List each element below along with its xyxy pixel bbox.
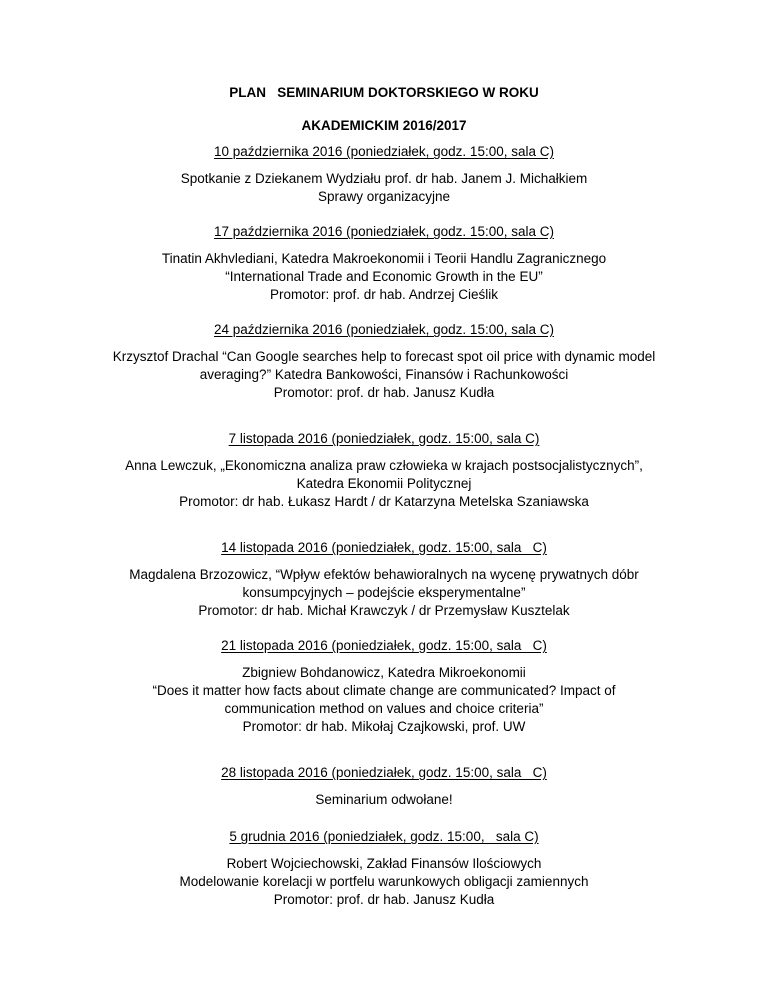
session-line: Promotor: dr hab. Mikołaj Czajkowski, prof. UW — [242, 719, 526, 734]
session-date: 14 listopada 2016 (poniedziałek, godz. 15:00, sala C) — [221, 540, 547, 555]
session-line: “Does it matter how facts about climate change are communicated? Impact of — [152, 683, 616, 698]
session-line: Zbigniew Bohdanowicz, Katedra Mikroekonomii — [242, 665, 526, 680]
session-line: Tinatin Akhvlediani, Katedra Makroekonomii i Teorii Handlu Zagranicznego — [161, 251, 607, 266]
session-line: “International Trade and Economic Growth in the EU” — [225, 269, 543, 284]
session-date: 28 listopada 2016 (poniedziałek, godz. 15:00, sala C) — [221, 765, 547, 780]
session-line: Promotor: dr hab. Michał Krawczyk / dr Przemysław Kusztelak — [198, 603, 570, 618]
document-title-line-2: AKADEMICKIM 2016/2017 — [301, 118, 467, 133]
session-date: 21 listopada 2016 (poniedziałek, godz. 15:00, sala C) — [221, 638, 547, 653]
session-date: 24 października 2016 (poniedziałek, godz. 15:00, sala C) — [214, 322, 554, 337]
session-line: Krzysztof Drachal “Can Google searches help to forecast spot oil price with dynamic model — [112, 349, 656, 364]
session-date: 7 listopada 2016 (poniedziałek, godz. 15:00, sala C) — [228, 431, 540, 446]
session-7 — [60, 764, 708, 809]
session-8 — [60, 828, 708, 909]
session-date: 10 października 2016 (poniedziałek, godz. 15:00, sala C) — [214, 144, 554, 159]
session-line: Sprawy organizacyjne — [317, 189, 451, 204]
session-line: Spotkanie z Dziekanem Wydziału prof. dr hab. Janem J. Michałkiem — [180, 171, 588, 186]
session-line: Promotor: dr hab. Łukasz Hardt / dr Katarzyna Metelska Szaniawska — [179, 494, 589, 509]
session-line: Promotor: prof. dr hab. Janusz Kudła — [273, 385, 495, 400]
session-line: Promotor: prof. dr hab. Andrzej Cieślik — [269, 287, 499, 302]
session-line: Promotor: prof. dr hab. Janusz Kudła — [273, 892, 495, 907]
session-1 — [60, 143, 708, 206]
session-line: Seminarium odwołane! — [315, 792, 453, 807]
document-title-line-1: PLAN SEMINARIUM DOKTORSKIEGO W ROKU — [229, 85, 539, 100]
session-line: averaging?” Katedra Bankowości, Finansów i Rachunkowości — [199, 367, 569, 382]
session-line: Anna Lewczuk, „Ekonomiczna analiza praw człowieka w krajach postsocjalistycznych”, — [125, 458, 643, 473]
session-6 — [60, 637, 708, 736]
session-line: communication method on values and choice criteria” — [224, 701, 544, 716]
session-4 — [60, 430, 708, 511]
session-line: Katedra Ekonomii Politycznej — [296, 476, 472, 491]
session-line: Modelowanie korelacji w portfelu warunkowych obligacji zamiennych — [179, 874, 589, 889]
session-line: konsumpcyjnych – podejście eksperymentalne” — [242, 585, 526, 600]
session-date: 17 października 2016 (poniedziałek, godz. 15:00, sala C) — [214, 224, 554, 239]
session-5 — [60, 539, 708, 620]
session-date: 5 grudnia 2016 (poniedziałek, godz. 15:00, sala C) — [229, 829, 539, 844]
session-2 — [60, 223, 708, 304]
session-line: Robert Wojciechowski, Zakład Finansów Ilościowych — [226, 856, 542, 871]
session-3 — [60, 321, 708, 402]
session-line: Magdalena Brzozowicz, “Wpływ efektów behawioralnych na wycenę prywatnych dóbr — [129, 567, 639, 582]
